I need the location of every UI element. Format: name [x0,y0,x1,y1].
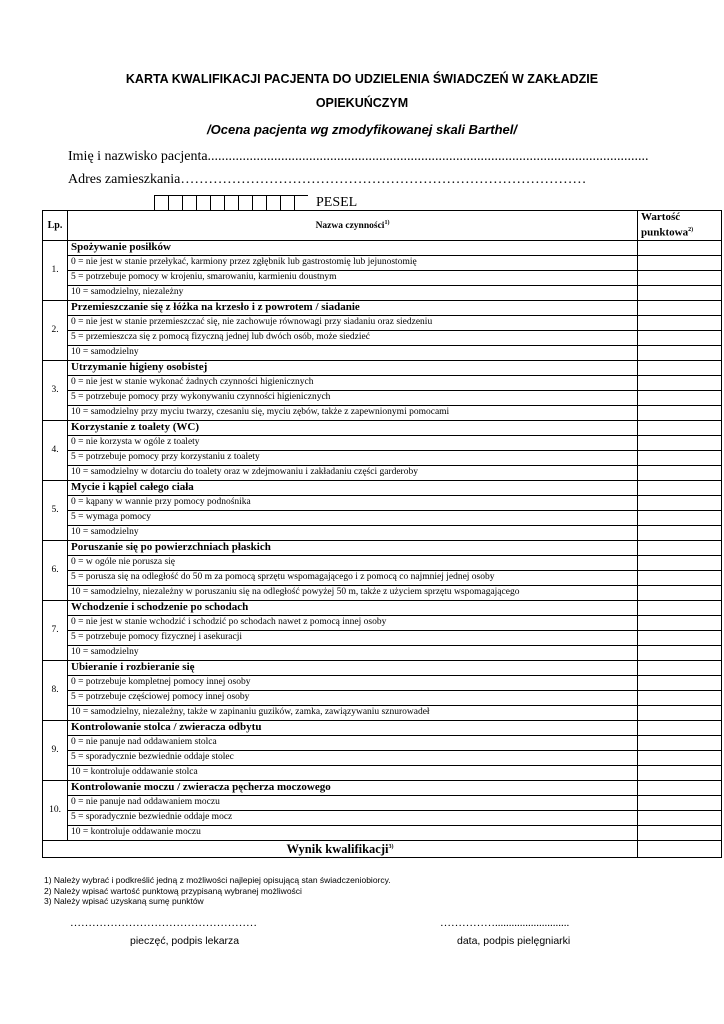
option-row[interactable] [43,270,722,285]
result-label-cell [43,840,638,857]
category-title: Kontrolowanie stolca / zwieracza odbytu [68,720,638,735]
option-row[interactable] [43,510,722,525]
value-input-cell[interactable] [638,705,722,720]
option-row[interactable] [43,525,722,540]
option-text[interactable]: 10 = samodzielny, niezależny w poruszaniu się na odległość powyżej 50 m, także z użyciem sprzętu wspomagającego [68,585,638,600]
option-text[interactable]: 10 = samodzielny w dotarciu do toalety oraz w zdejmowaniu i zakładaniu części garderoby [68,465,638,480]
option-row[interactable] [43,465,722,480]
item-number: 4. [43,420,68,480]
option-text[interactable]: 0 = nie jest w stanie przełykać, karmiony przez zgłębnik lub gastrostomię lub jejunostomię [68,255,638,270]
option-text[interactable]: 5 = porusza się na odległość do 50 m za pomocą sprzętu wspomagającego i z pomocą co najmniej jednej osoby [68,570,638,585]
option-text[interactable]: 0 = nie korzysta w ogóle z toalety [68,435,638,450]
option-text[interactable]: 0 = nie panuje nad oddawaniem moczu [68,795,638,810]
item-number: 5. [43,480,68,540]
footnotes [44,875,391,907]
pesel-digit-box[interactable] [266,195,280,211]
category-title: Kontrolowanie moczu / zwieracza pęcherza moczowego [68,780,638,795]
result-row [43,840,722,857]
option-text[interactable]: 10 = samodzielny [68,525,638,540]
item-number: 1. [43,240,68,300]
pesel-digit-box[interactable] [154,195,168,211]
footnote: 3) Należy wpisać uzyskaną sumę punktów [44,896,204,906]
option-text[interactable]: 10 = samodzielny, niezależny, także w zapinaniu guzików, zamka, zawiązywaniu sznurowadeł [68,705,638,720]
value-input-cell[interactable] [638,645,722,660]
category-title: Korzystanie z toalety (WC) [68,420,638,435]
value-input-cell[interactable] [638,435,722,450]
option-row[interactable] [43,765,722,780]
pesel-field[interactable] [154,195,357,211]
category-title: Ubieranie i rozbieranie się [68,660,638,675]
option-text[interactable]: 5 = sporadycznie bezwiednie oddaje stolec [68,750,638,765]
value-input-cell[interactable] [638,345,722,360]
option-row[interactable] [43,810,722,825]
item-number: 3. [43,360,68,420]
category-row [43,660,722,675]
option-row[interactable] [43,390,722,405]
category-row [43,300,722,315]
value-input-cell[interactable] [638,615,722,630]
result-value-cell[interactable] [638,840,722,857]
value-input-cell[interactable] [638,630,722,645]
item-number: 8. [43,660,68,720]
pesel-digit-box[interactable] [224,195,238,211]
pesel-digit-box[interactable] [280,195,294,211]
doctor-signature-line[interactable]: …………………………………………… [70,917,257,929]
value-input-cell[interactable] [638,525,722,540]
item-number: 2. [43,300,68,360]
category-row [43,540,722,555]
option-row[interactable] [43,555,722,570]
pesel-digit-box[interactable] [210,195,224,211]
category-value-cell [638,540,722,555]
footnote: 2) Należy wpisać wartość punktową przypisaną wybranej możliwości [44,885,302,896]
option-row[interactable] [43,435,722,450]
value-input-cell[interactable] [638,405,722,420]
option-text[interactable]: 5 = potrzebuje pomocy przy wykonywaniu czynności higienicznych [68,390,638,405]
table-header-row [43,211,722,241]
category-title: Mycie i kąpiel całego ciała [68,480,638,495]
barthel-table [42,210,722,858]
category-row [43,720,722,735]
value-input-cell[interactable] [638,495,722,510]
option-row[interactable] [43,675,722,690]
option-text[interactable]: 5 = przemieszcza się z pomocą fizyczną jednej lub dwóch osób, może siedzieć [68,330,638,345]
category-row [43,600,722,615]
value-input-cell[interactable] [638,690,722,705]
pesel-digit-box[interactable] [168,195,182,211]
pesel-label: PESEL [316,195,358,210]
option-text[interactable]: 5 = sporadycznie bezwiednie oddaje mocz [68,810,638,825]
result-label: Wynik kwalifikacji [286,842,389,857]
option-text[interactable]: 0 = potrzebuje kompletnej pomocy innej osoby [68,675,638,690]
option-text[interactable]: 10 = kontroluje oddawanie stolca [68,765,638,780]
value-input-cell[interactable] [638,795,722,810]
value-input-cell[interactable] [638,750,722,765]
item-number: 7. [43,600,68,660]
value-input-cell[interactable] [638,765,722,780]
category-value-cell [638,300,722,315]
category-title: Poruszanie się po powierzchniach płaskich [68,540,638,555]
item-number: 10. [43,780,68,840]
option-text[interactable]: 5 = potrzebuje pomocy fizycznej i asekuracji [68,630,638,645]
option-row[interactable] [43,570,722,585]
option-text[interactable]: 5 = potrzebuje częściowej pomocy innej osoby [68,690,638,705]
category-value-cell [638,780,722,795]
option-text[interactable]: 10 = samodzielny, niezależny [68,285,638,300]
option-row[interactable] [43,255,722,270]
col-value-header [638,211,722,241]
category-title: Przemieszczanie się z łóżka na krzesło i z powrotem / siadanie [68,300,638,315]
option-row[interactable] [43,630,722,645]
option-text[interactable]: 5 = wymaga pomocy [68,510,638,525]
pesel-digit-box[interactable] [196,195,210,211]
option-text[interactable]: 0 = nie jest w stanie przemieszczać się, nie zachowuje równowagi przy siadaniu oraz siedzeniu [68,315,638,330]
value-input-cell[interactable] [638,465,722,480]
category-row [43,420,722,435]
option-row[interactable] [43,330,722,345]
value-input-cell[interactable] [638,285,722,300]
value-input-cell[interactable] [638,555,722,570]
value-input-cell[interactable] [638,825,722,840]
category-value-cell [638,720,722,735]
nurse-signature-line[interactable]: ……………........................... [440,917,570,929]
value-input-cell[interactable] [638,675,722,690]
col-name-footnote: 1) [384,220,390,227]
option-text[interactable]: 0 = nie jest w stanie wykonać żadnych czynności higienicznych [68,375,638,390]
option-text[interactable]: 0 = nie panuje nad oddawaniem stolca [68,735,638,750]
option-row[interactable] [43,705,722,720]
option-row[interactable] [43,585,722,600]
category-value-cell [638,360,722,375]
col-lp-header: Lp. [43,211,68,241]
option-row[interactable] [43,750,722,765]
option-row[interactable] [43,450,722,465]
footnote: 1) Należy wybrać i podkreślić jedną z możliwości najlepiej opisującą stan świadczeniobiorcy. [44,875,391,885]
option-text[interactable]: 10 = samodzielny przy myciu twarzy, czesaniu się, myciu zębów, także z zapewnionymi pomocami [68,405,638,420]
patient-name-field[interactable]: Imię i nazwisko pacjenta.............................................................................................................................. [68,149,649,164]
option-row[interactable] [43,825,722,840]
category-title: Spożywanie posiłków [68,240,638,255]
option-row[interactable] [43,735,722,750]
nurse-signature-label: data, podpis pielęgniarki [457,935,571,947]
value-input-cell[interactable] [638,450,722,465]
address-field[interactable]: Adres zamieszkania…………………………………………………………………………… [68,172,587,187]
option-row[interactable] [43,495,722,510]
category-value-cell [638,240,722,255]
option-row[interactable] [43,315,722,330]
option-row[interactable] [43,375,722,390]
result-footnote: 3) [388,844,394,851]
option-row[interactable] [43,795,722,810]
pesel-digit-box[interactable] [182,195,196,211]
form-subtitle: /Ocena pacjenta wg zmodyfikowanej skali Barthel/ [207,122,517,137]
category-value-cell [638,660,722,675]
category-value-cell [638,420,722,435]
value-input-cell[interactable] [638,810,722,825]
pesel-digit-box[interactable] [294,195,308,211]
option-row[interactable] [43,345,722,360]
category-row [43,240,722,255]
option-text[interactable]: 10 = samodzielny [68,345,638,360]
value-input-cell[interactable] [638,585,722,600]
col-name-header [68,211,638,241]
option-row[interactable] [43,645,722,660]
form-title-line1: KARTA KWALIFIKACJI PACJENTA DO UDZIELENIA ŚWIADCZEŃ W ZAKŁADZIE [125,72,599,86]
category-value-cell [638,600,722,615]
col-value-line1: Wartość [641,211,681,223]
option-text[interactable]: 10 = kontroluje oddawanie moczu [68,825,638,840]
item-number: 9. [43,720,68,780]
category-row [43,480,722,495]
doctor-signature-label: pieczęć, podpis lekarza [130,935,240,947]
option-row[interactable] [43,285,722,300]
category-title: Utrzymanie higieny osobistej [68,360,638,375]
option-row[interactable] [43,405,722,420]
option-text[interactable]: 0 = kąpany w wannie przy pomocy podnośnika [68,495,638,510]
category-title: Wchodzenie i schodzenie po schodach [68,600,638,615]
category-row [43,360,722,375]
col-name-text: Nazwa czynności [315,221,385,232]
value-input-cell[interactable] [638,375,722,390]
option-row[interactable] [43,690,722,705]
value-input-cell[interactable] [638,510,722,525]
option-text[interactable]: 0 = w ogóle nie porusza się [68,555,638,570]
item-number: 6. [43,540,68,600]
col-value-footnote: 2) [688,227,694,233]
value-input-cell[interactable] [638,315,722,330]
form-title-line2: OPIEKUŃCZYM [315,96,409,110]
option-row[interactable] [43,615,722,630]
category-value-cell [638,480,722,495]
value-input-cell[interactable] [638,390,722,405]
value-input-cell[interactable] [638,570,722,585]
value-input-cell[interactable] [638,735,722,750]
pesel-digit-box[interactable] [238,195,252,211]
pesel-digit-box[interactable] [252,195,266,211]
option-text[interactable]: 10 = samodzielny [68,645,638,660]
option-text[interactable]: 5 = potrzebuje pomocy przy korzystaniu z toalety [68,450,638,465]
value-input-cell[interactable] [638,270,722,285]
option-text[interactable]: 5 = potrzebuje pomocy w krojeniu, smarowaniu, karmieniu doustnym [68,270,638,285]
option-text[interactable]: 0 = nie jest w stanie wchodzić i schodzić po schodach nawet z pomocą innej osoby [68,615,638,630]
col-value-line2: punktowa [641,226,689,239]
value-input-cell[interactable] [638,255,722,270]
value-input-cell[interactable] [638,330,722,345]
category-row [43,780,722,795]
